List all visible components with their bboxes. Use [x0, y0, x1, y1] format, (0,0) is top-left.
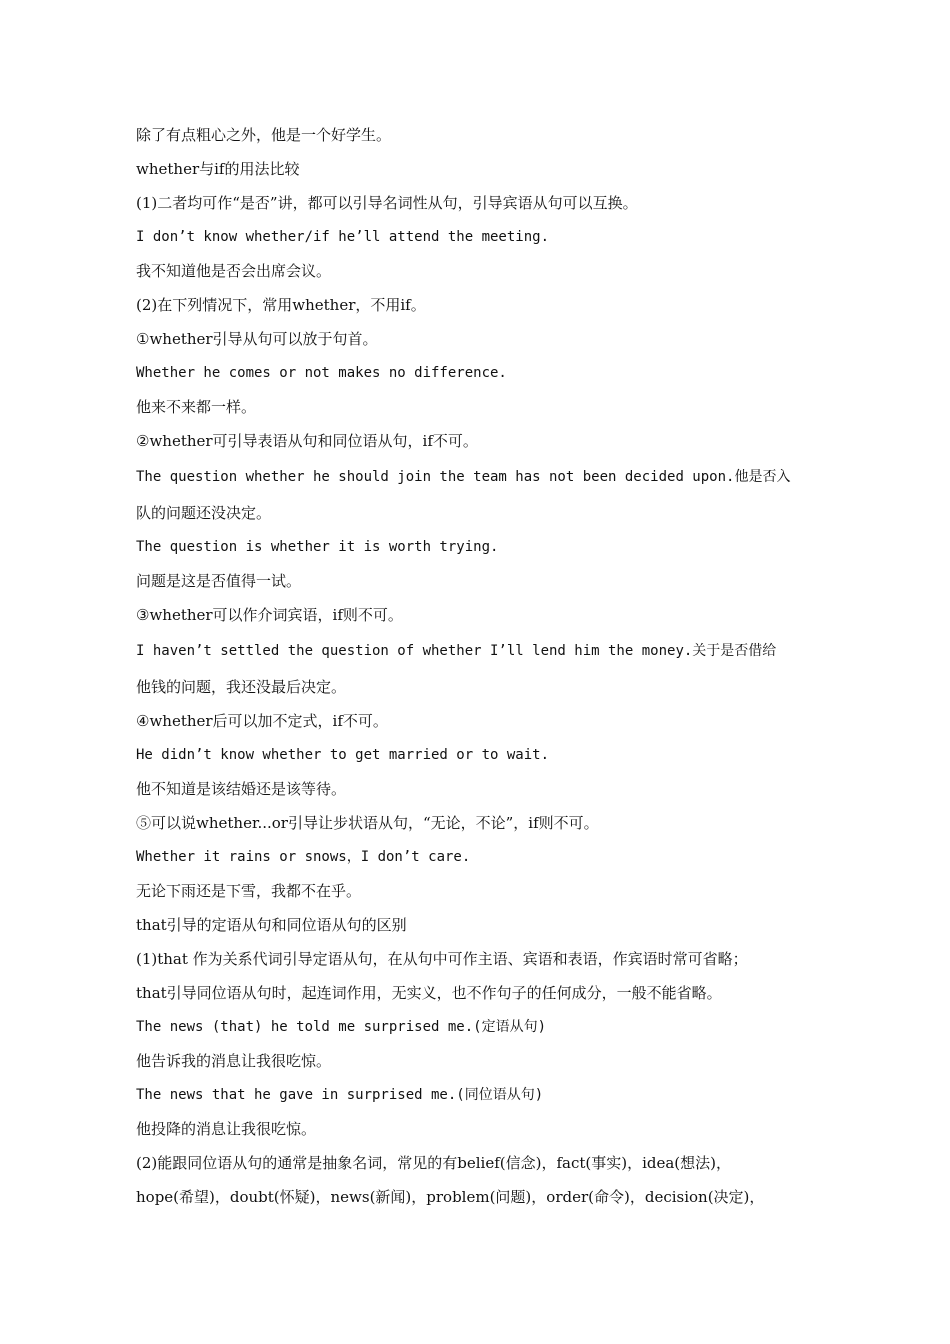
translation-line: 他来不来都一样。 — [136, 398, 257, 416]
rule-item: ⑤可以说whether...or引导让步状语从句，“无论，不论”，if则不可。 — [136, 814, 599, 832]
section-heading: that引导的定语从句和同位语从句的区别 — [136, 916, 407, 934]
text-line: (2)在下列情况下，常用whether，不用if。 — [136, 296, 426, 314]
text-line: (1)that 作为关系代词引导定语从句，在从句中可作主语、宾语和表语，作宾语时常可省略； — [136, 950, 748, 968]
translation-line: 他告诉我的消息让我很吃惊。 — [136, 1052, 332, 1070]
rule-item: ③whether可以作介词宾语，if则不可。 — [136, 606, 403, 624]
example-sentence: I haven’t settled the question of whether I’ll lend him the money.关于是否借给 — [136, 643, 777, 659]
example-sentence: He didn’t know whether to get married or to wait. — [136, 747, 550, 763]
translation-line: 队的问题还没决定。 — [136, 504, 272, 522]
translation-line: 他钱的问题，我还没最后决定。 — [136, 678, 347, 696]
example-sentence: The question is whether it is worth trying. — [136, 539, 499, 555]
example-sentence: The news (that) he told me surprised me.(定语从句) — [136, 1019, 547, 1035]
translation-line: 无论下雨还是下雪，我都不在乎。 — [136, 882, 362, 900]
document-body — [136, 118, 826, 1214]
example-sentence: I don’t know whether/if he’ll attend the meeting. — [136, 229, 550, 245]
text-line: (1)二者均可作“是否”讲，都可以引导名词性从句，引导宾语从句可以互换。 — [136, 194, 638, 212]
example-sentence: Whether he comes or not makes no difference. — [136, 365, 507, 381]
translation-line: 他不知道是该结婚还是该等待。 — [136, 780, 347, 798]
example-sentence: The news that he gave in surprised me.(同位语从句) — [136, 1087, 544, 1103]
text-line: that引导同位语从句时，起连词作用，无实义，也不作句子的任何成分，一般不能省略。 — [136, 984, 722, 1002]
rule-item: ②whether可引导表语从句和同位语从句，if不可。 — [136, 432, 478, 450]
example-sentence: Whether it rains or snows，I don’t care. — [136, 849, 471, 865]
example-sentence: The question whether he should join the team has not been decided upon.他是否入 — [136, 469, 791, 485]
translation-line: 问题是这是否值得一试。 — [136, 572, 302, 590]
text-line: 除了有点粗心之外，他是一个好学生。 — [136, 126, 392, 144]
translation-line: 我不知道他是否会出席会议。 — [136, 262, 332, 280]
rule-item: ④whether后可以加不定式，if不可。 — [136, 712, 388, 730]
rule-item: ①whether引导从句可以放于句首。 — [136, 330, 378, 348]
text-line: hope(希望)，doubt(怀疑)，news(新闻)，problem(问题)，order(命令)，decision(决定)， — [136, 1188, 765, 1206]
section-heading: whether与if的用法比较 — [136, 160, 300, 178]
translation-line: 他投降的消息让我很吃惊。 — [136, 1120, 317, 1138]
text-line: (2)能跟同位语从句的通常是抽象名词，常见的有belief(信念)，fact(事实)，idea(想法)， — [136, 1154, 732, 1172]
